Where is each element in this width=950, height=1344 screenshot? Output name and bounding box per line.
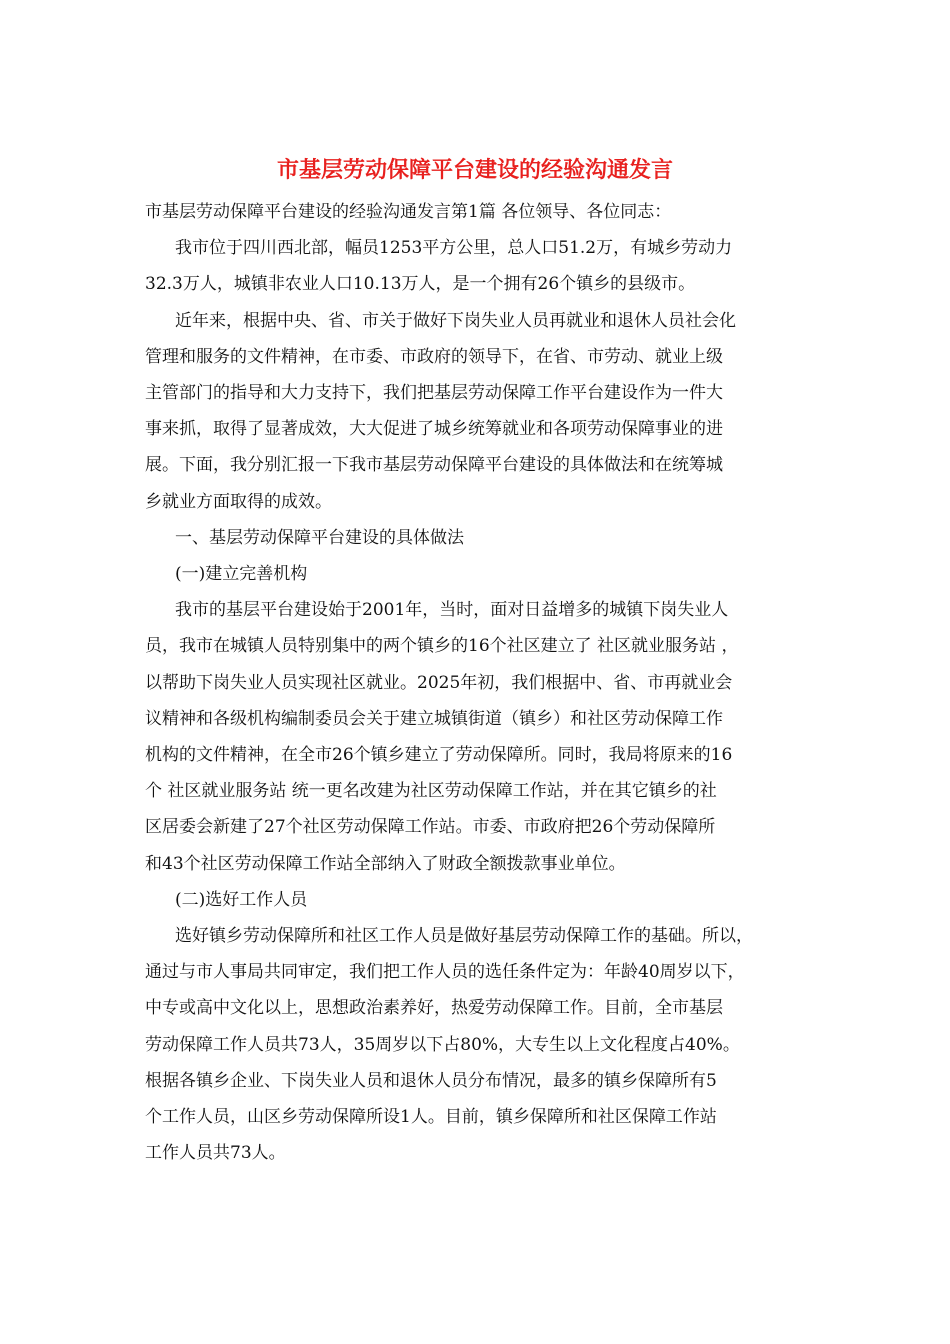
body-line: 市基层劳动保障平台建设的经验沟通发言第1篇 各位领导、各位同志： bbox=[145, 202, 672, 222]
body-line: 管理和服务的文件精神，在市委、市政府的领导下，在省、市劳动、就业上级 bbox=[145, 346, 723, 367]
document-title: 市基层劳动保障平台建设的经验沟通发言 bbox=[276, 157, 673, 183]
body-line: 个工作人员，山区乡劳动保障所设1人。目前，镇乡保障所和社区保障工作站 bbox=[145, 1107, 717, 1127]
body-line: 一、基层劳动保障平台建设的具体做法 bbox=[175, 527, 464, 548]
body-line: 和43个社区劳动保障工作站全部纳入了财政全额拨款事业单位。 bbox=[145, 853, 626, 874]
body-line: 区居委会新建了27个社区劳动保障工作站。市委、市政府把26个劳动保障所 bbox=[145, 817, 716, 838]
body-line: 32.3万人，城镇非农业人口10.13万人，是一个拥有26个镇乡的县级市。 bbox=[145, 274, 696, 295]
body-line: 近年来，根据中央、省、市关于做好下岗失业人员再就业和退休人员社会化 bbox=[175, 310, 736, 331]
body-line: 工作人员共73人。 bbox=[145, 1143, 286, 1164]
body-line: (二)选好工作人员 bbox=[175, 889, 308, 910]
body-line: 机构的文件精神，在全市26个镇乡建立了劳动保障所。同时，我局将原来的16 bbox=[145, 745, 733, 765]
body-line: (一)建立完善机构 bbox=[175, 564, 308, 584]
body-line: 我市位于四川西北部，幅员1253平方公里，总人口51.2万，有城乡劳动力 bbox=[175, 238, 733, 259]
body-line: 以帮助下岗失业人员实现社区就业。2025年初，我们根据中、省、市再就业会 bbox=[145, 672, 733, 693]
body-line: 事来抓，取得了显著成效，大大促进了城乡统筹就业和各项劳动保障事业的进 bbox=[145, 419, 723, 440]
body-line: 通过与市人事局共同审定，我们把工作人员的选任条件定为：年龄40周岁以下， bbox=[145, 962, 745, 983]
body-line: 我市的基层平台建设始于2001年，当时，面对日益增多的城镇下岗失业人 bbox=[175, 600, 729, 621]
body-line: 员，我市在城镇人员特别集中的两个镇乡的16个社区建立了 社区就业服务站 ， bbox=[145, 636, 739, 657]
body-line: 主管部门的指导和大力支持下，我们把基层劳动保障工作平台建设作为一件大 bbox=[145, 383, 723, 403]
body-line: 中专或高中文化以上，思想政治素养好，热爱劳动保障工作。目前，全市基层 bbox=[145, 998, 723, 1019]
body-line: 个 社区就业服务站 统一更名改建为社区劳动保障工作站，并在其它镇乡的社 bbox=[145, 781, 717, 802]
body-line: 乡就业方面取得的成效。 bbox=[145, 491, 332, 512]
body-line: 劳动保障工作人员共73人，35周岁以下占80%，大专生以上文化程度占40%。 bbox=[145, 1034, 740, 1055]
body-line: 根据各镇乡企业、下岗失业人员和退休人员分布情况，最多的镇乡保障所有5 bbox=[145, 1070, 717, 1091]
body-line: 选好镇乡劳动保障所和社区工作人员是做好基层劳动保障工作的基础。所以， bbox=[175, 926, 753, 946]
body-line: 议精神和各级机构编制委员会关于建立城镇街道（镇乡）和社区劳动保障工作 bbox=[145, 708, 723, 729]
body-line: 展。下面，我分别汇报一下我市基层劳动保障平台建设的具体做法和在统筹城 bbox=[145, 455, 723, 476]
